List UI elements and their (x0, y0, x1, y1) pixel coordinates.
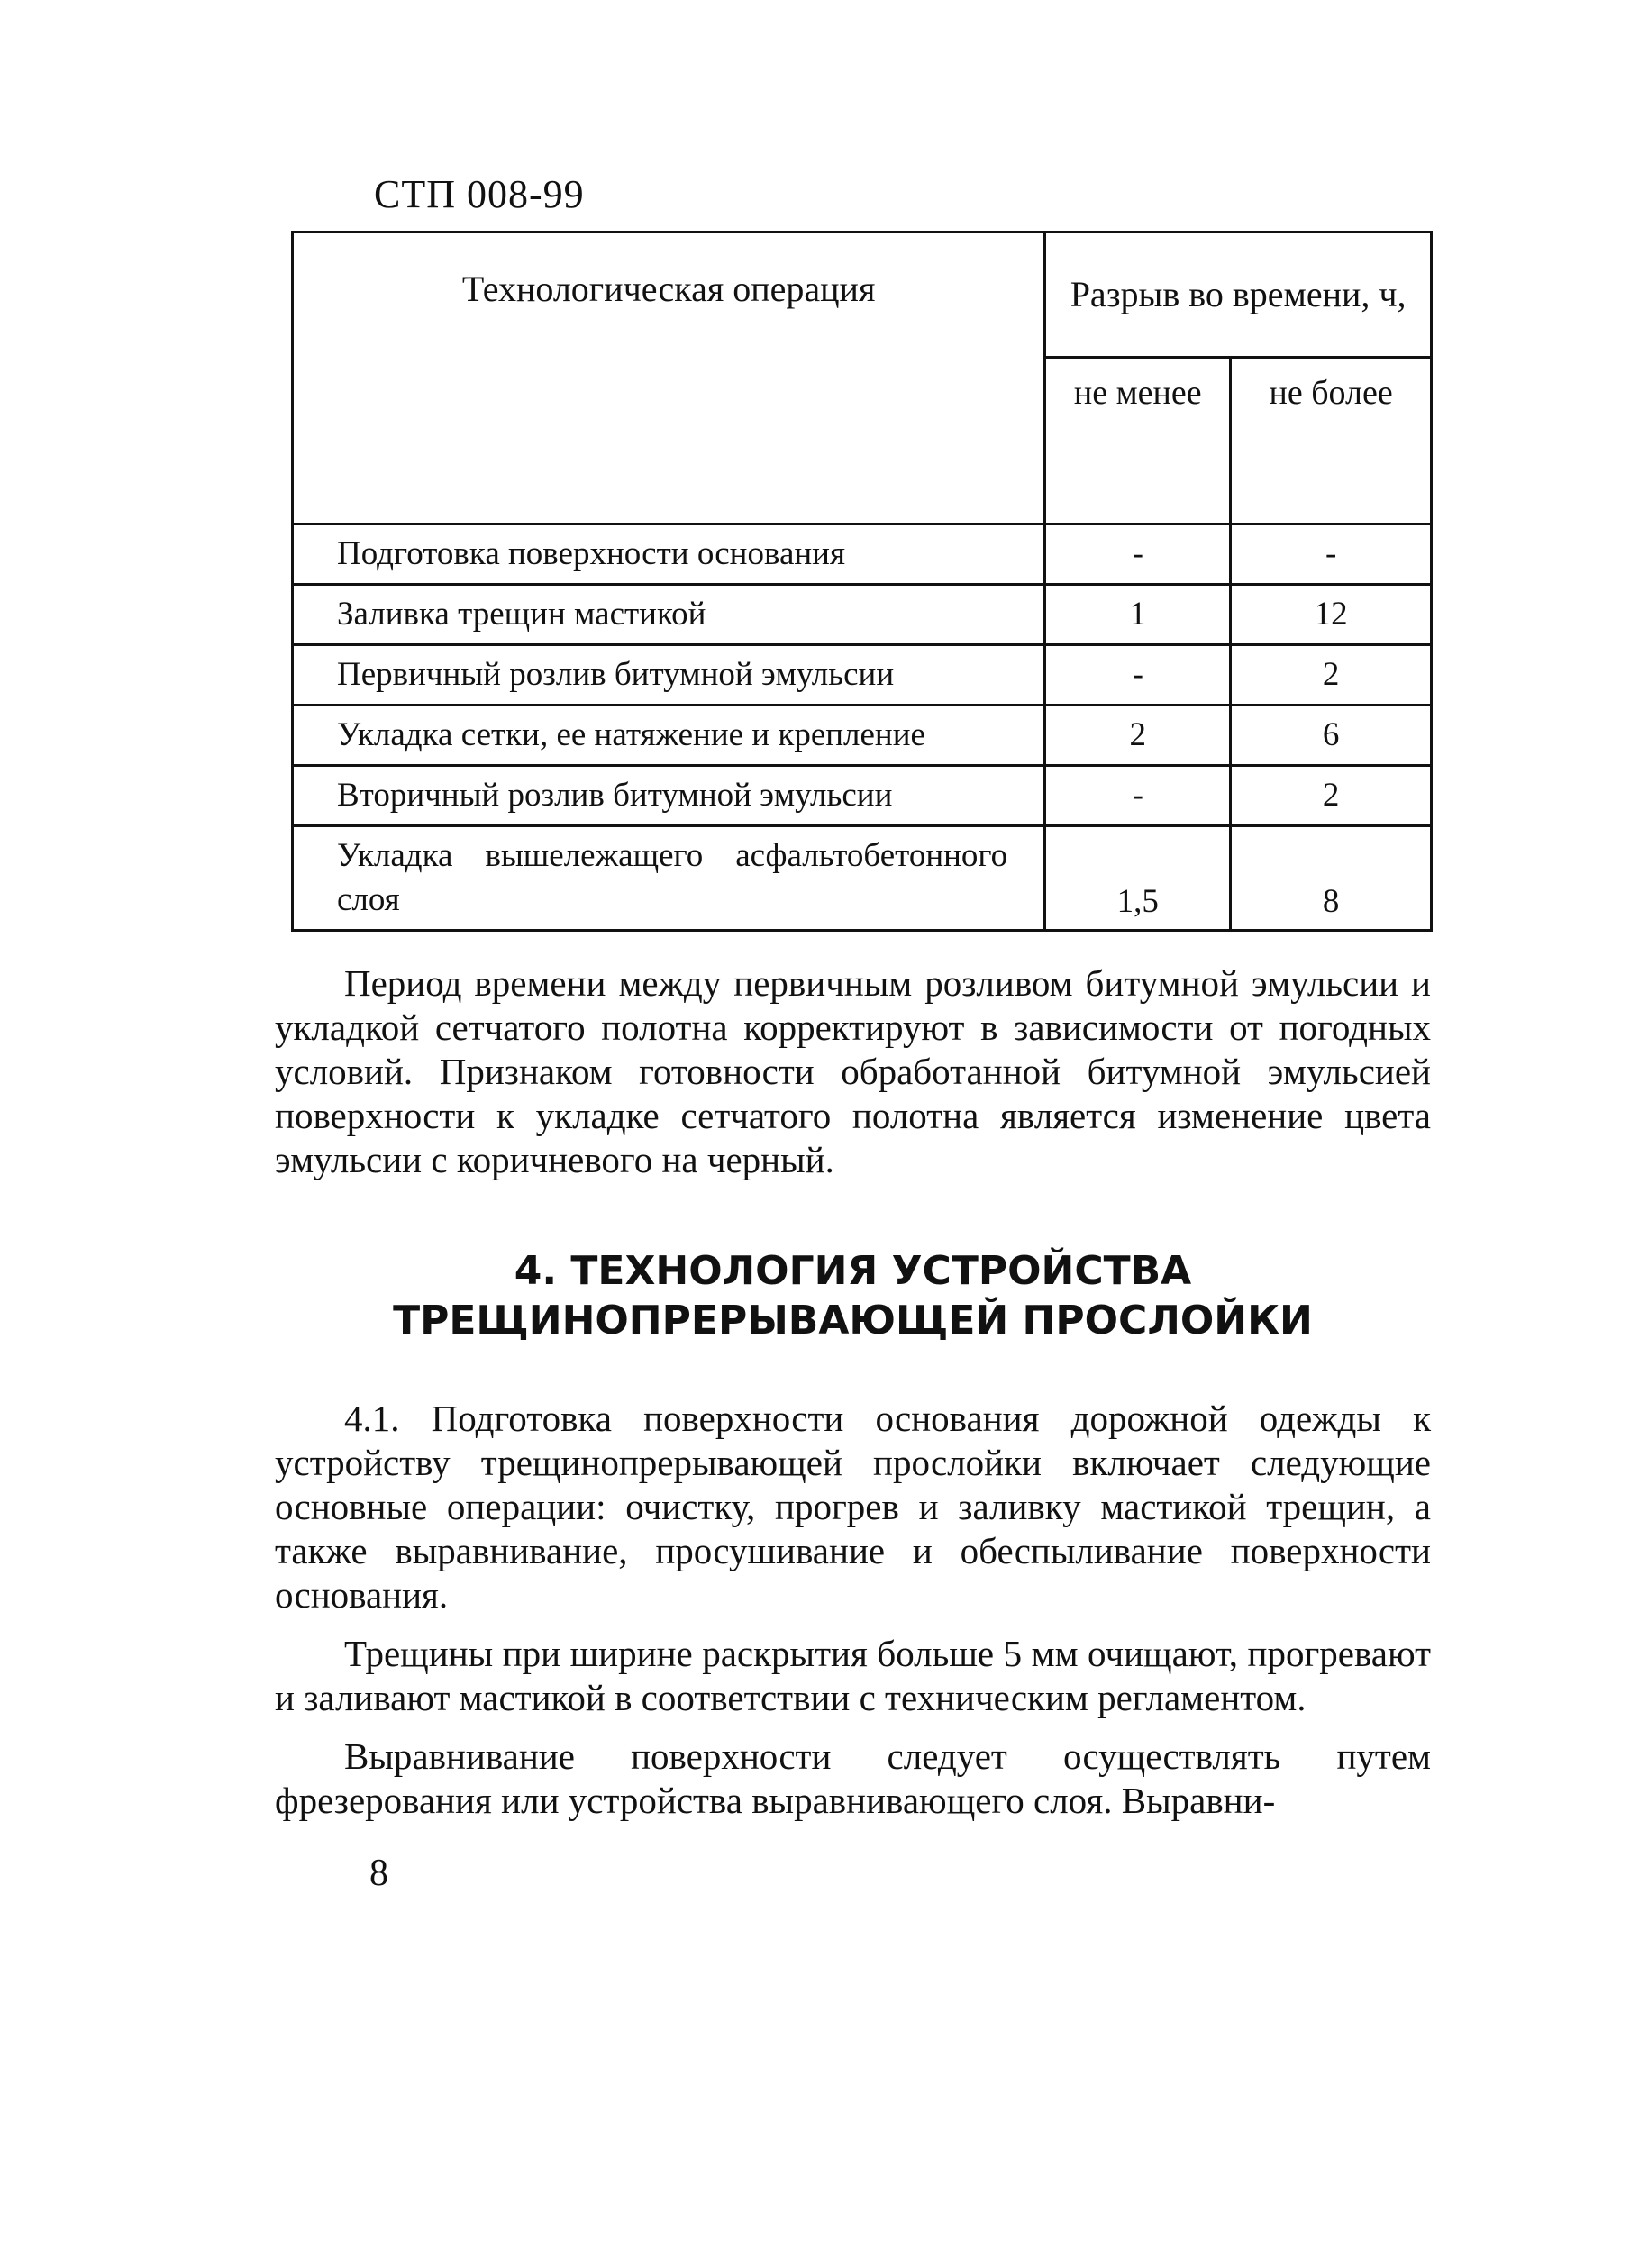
min-cell: 1 (1045, 585, 1231, 645)
max-cell: 12 (1231, 585, 1432, 645)
operation-cell: Первичный розлив битумной эмульсии (293, 645, 1045, 706)
table-row (293, 706, 1432, 766)
document-code: СТП 008-99 (374, 172, 585, 216)
min-cell: - (1045, 766, 1231, 826)
min-cell: 2 (1045, 706, 1231, 766)
max-cell: 2 (1231, 645, 1432, 706)
paragraph-4-1: 4.1. Подготовка поверхности основания дорожной одежды к устройству трещинопрерывающей прослойки включает следующие основные операции: очистку, прогрев и заливку мастикой трещин, а также выравнивание, просушивание и обеспыливание поверхности основания. (275, 1398, 1431, 1616)
table-row (293, 585, 1432, 645)
operation-cell: Укладка вышележащего асфальтобетонного слоя (293, 826, 1045, 930)
paragraph-leveling: Выравнивание поверхности следует осуществлять путем фрезерования или устройства выравнивающего слоя. Выравни- (275, 1735, 1431, 1821)
max-cell: 8 (1231, 826, 1432, 930)
operation-cell: Укладка сетки, ее натяжение и крепление (293, 706, 1045, 766)
max-cell: - (1231, 524, 1432, 585)
section-heading (275, 1246, 1431, 1345)
section-title-line: 4. ТЕХНОЛОГИЯ УСТРОЙСТВА (514, 1248, 1192, 1294)
section-title-line: ТРЕЩИНОПРЕРЫВАЮЩЕЙ ПРОСЛОЙКИ (393, 1298, 1313, 1343)
operations-table (291, 231, 1433, 932)
paragraph-time-period: Период времени между первичным розливом битумной эмульсии и укладкой сетчатого полотна корректируют в зависимости от погодных условий. Признаком готовности обработанной битумной эмульсией поверхности к укладке сетчатого полотна является изменение цвета эмульсии с коричневого на черный. (275, 962, 1431, 1180)
section-body (275, 1397, 1431, 1837)
operation-cell: Заливка трещин мастикой (293, 585, 1045, 645)
max-cell: 2 (1231, 766, 1432, 826)
min-cell: 1,5 (1045, 826, 1231, 930)
min-cell: - (1045, 645, 1231, 706)
paragraph-cracks: Трещины при ширине раскрытия больше 5 мм очищают, прогревают и заливают мастикой в соответствии с техническим регламентом. (275, 1633, 1431, 1718)
time-gap-column-header: Разрыв во времени, ч, (1045, 232, 1432, 358)
max-column-header: не более (1231, 358, 1432, 524)
table-row (293, 766, 1432, 826)
min-column-header: не менее (1045, 358, 1231, 524)
table-header-row (293, 232, 1432, 358)
min-cell: - (1045, 524, 1231, 585)
operation-column-header: Технологическая операция (293, 232, 1045, 524)
body-paragraph-block (275, 961, 1431, 1182)
table-row (293, 524, 1432, 585)
operation-cell: Вторичный розлив битумной эмульсии (293, 766, 1045, 826)
table-row (293, 826, 1432, 930)
max-cell: 6 (1231, 706, 1432, 766)
table-row (293, 645, 1432, 706)
operation-cell: Подготовка поверхности основания (293, 524, 1045, 585)
page-number: 8 (369, 1853, 388, 1894)
